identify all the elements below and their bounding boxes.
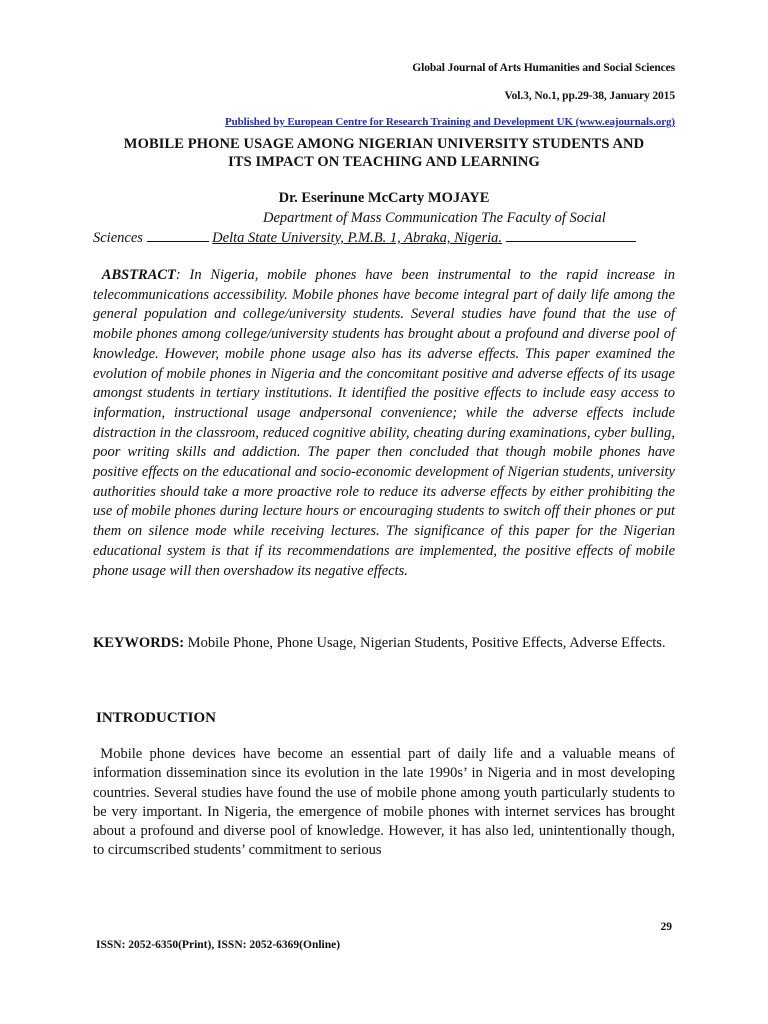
paper-title bbox=[93, 135, 675, 171]
affiliation-sciences: Sciences bbox=[93, 230, 143, 246]
affiliation-rule-left bbox=[147, 228, 209, 242]
affiliation-line-2 bbox=[93, 230, 636, 246]
affiliation-university: Delta State University, P.M.B. 1, Abraka, Nigeria. bbox=[212, 230, 503, 246]
affiliation-rule-right bbox=[506, 228, 636, 242]
abstract bbox=[93, 266, 675, 581]
keywords-text: Mobile Phone, Phone Usage, Nigerian Students, Positive Effects, Adverse Effects. bbox=[184, 635, 666, 651]
volume-info: Vol.3, No.1, pp.29-38, January 2015 bbox=[504, 90, 675, 102]
abstract-text: : In Nigeria, mobile phones have been instrumental to the rapid increase in telecommunications accessibility. Mobile phones have become integral part of daily life among the general population and college/university students. Several studies have found that the use of mobile phones among college/university students has brought about a profound and diverse pool of knowledge. However, mobile phone usage also has its adverse effects. This paper examined the evolution of mobile phones in Nigeria and the concomitant positive and adverse effects of its usage amongst students in tertiary institutions. It identified the positive effects to include easy access to information, instructional usage andpersonal convenience; while the adverse effects include distraction in the classroom, reduced cognitive ability, cheating during examinations, cyber bulling, poor writing skills and addiction. The paper then concluded that though mobile phones have positive effects on the educational and socio-economic development of Nigerian students, university authorities should take a more proactive role to reduce its adverse effects by either prohibiting the use of mobile phones during lecture hours or encouraging students to switch off their phones or put them on silence mode while receiving lectures. The significance of this paper for the Nigerian educational system is that if its recommendations are implemented, the positive effects of mobile phone usage will then overshadow its negative effects. bbox=[93, 267, 675, 579]
affiliation-line-1: Department of Mass Communication The Faculty of Social bbox=[263, 210, 606, 226]
author-affiliation bbox=[93, 209, 675, 248]
keywords-label: KEYWORDS: bbox=[93, 635, 185, 651]
introduction-text: Mobile phone devices have become an essential part of daily life and a valuable means of information dissemination since its evolution in the late 1990s’ in Nigeria and in most developing countries. Several studies have found the use of mobile phone among youth particularly students to be very important. In Nigeria, the emergence of mobile phones with internet services has brought about a profound and diverse pool of knowledge. However, it has also led, unintentionally though, to circumscribed students’ commitment to serious bbox=[93, 746, 676, 859]
introduction-paragraph bbox=[93, 745, 675, 861]
title-line-1: MOBILE PHONE USAGE AMONG NIGERIAN UNIVERSITY STUDENTS AND bbox=[123, 136, 645, 152]
introduction-heading: INTRODUCTION bbox=[96, 710, 217, 726]
keywords bbox=[93, 634, 675, 654]
issn-footer: ISSN: 2052-6350(Print), ISSN: 2052-6369(Online) bbox=[96, 939, 341, 951]
publisher-link[interactable]: Published by European Centre for Research Training and Development UK (www.eajournals.org) bbox=[225, 116, 675, 128]
abstract-label: ABSTRACT bbox=[101, 267, 176, 283]
title-line-2: ITS IMPACT ON TEACHING AND LEARNING bbox=[228, 154, 540, 170]
page-number: 29 bbox=[660, 921, 672, 933]
journal-name: Global Journal of Arts Humanities and Social Sciences bbox=[412, 62, 675, 74]
author-name: Dr. Eserinune McCarty MOJAYE bbox=[278, 190, 490, 206]
